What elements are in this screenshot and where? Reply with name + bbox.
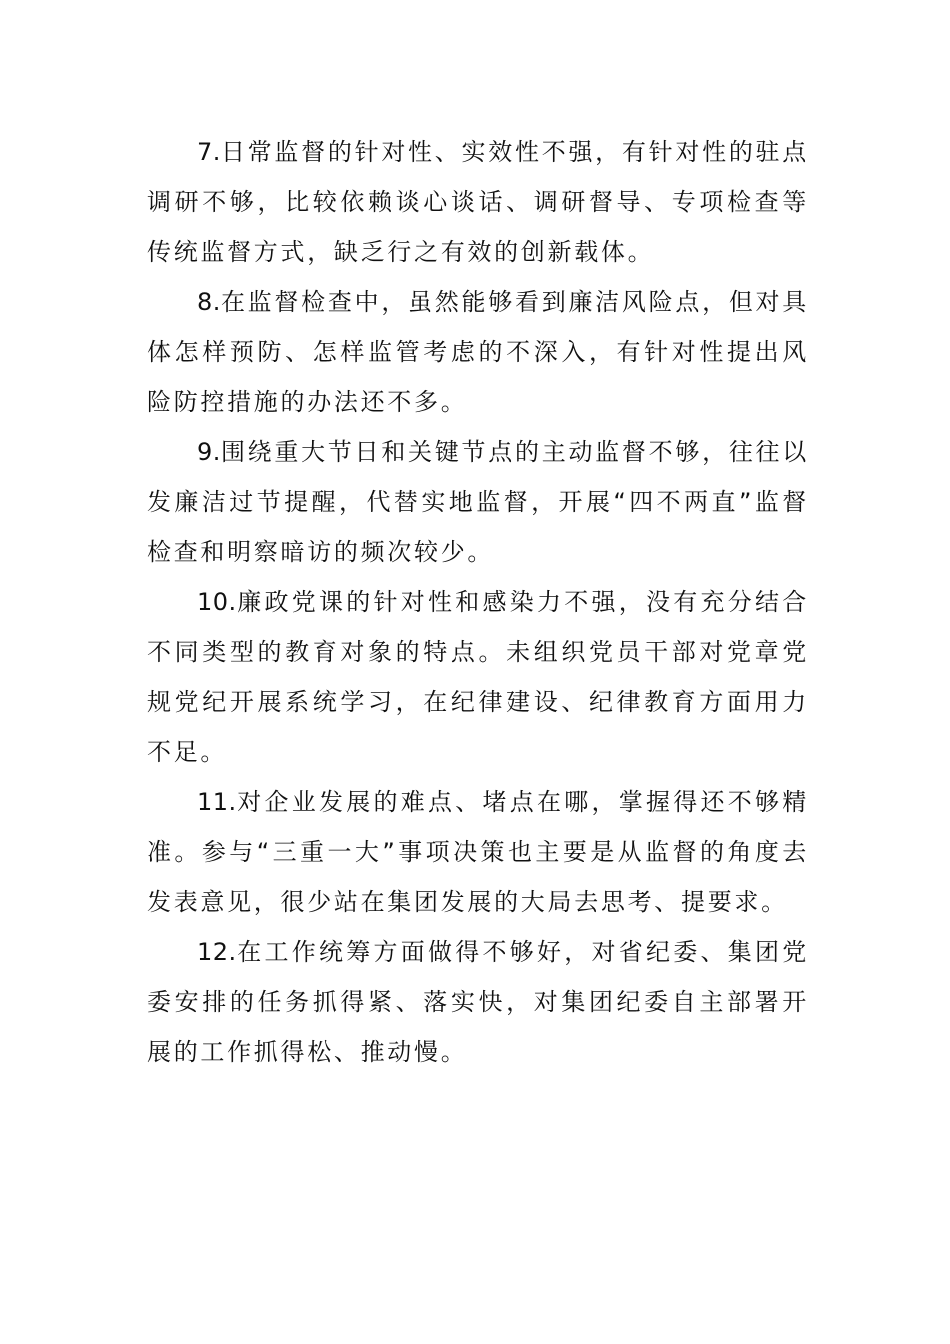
paragraph-number: 9. [197, 438, 221, 466]
paragraph-9 [147, 427, 809, 577]
paragraph-text: 在工作统筹方面做得不够好，对省纪委、集团党委安排的任务抓得紧、落实快，对集团纪委自主部署开展的工作抓得松、推动慢。 [147, 938, 809, 1066]
paragraph-12 [147, 927, 809, 1077]
paragraph-text: 廉政党课的针对性和感染力不强，没有充分结合不同类型的教育对象的特点。未组织党员干部对党章党规党纪开展系统学习，在纪律建设、纪律教育方面用力不足。 [147, 588, 809, 766]
document-body [147, 127, 809, 1077]
paragraph-number: 10. [197, 588, 237, 616]
paragraph-7 [147, 127, 809, 277]
paragraph-11 [147, 777, 809, 927]
paragraph-number: 12. [197, 938, 237, 966]
paragraph-number: 8. [197, 288, 221, 316]
paragraph-10 [147, 577, 809, 777]
paragraph-text: 对企业发展的难点、堵点在哪，掌握得还不够精准。参与“三重一大”事项决策也主要是从监督的角度去发表意见，很少站在集团发展的大局去思考、提要求。 [147, 788, 809, 916]
paragraph-text: 日常监督的针对性、实效性不强，有针对性的驻点调研不够，比较依赖谈心谈话、调研督导、专项检查等传统监督方式，缺乏行之有效的创新载体。 [147, 138, 809, 266]
paragraph-number: 7. [197, 138, 221, 166]
paragraph-text: 在监督检查中，虽然能够看到廉洁风险点，但对具体怎样预防、怎样监管考虑的不深入，有针对性提出风险防控措施的办法还不多。 [147, 288, 809, 416]
paragraph-number: 11. [197, 788, 237, 816]
paragraph-8 [147, 277, 809, 427]
paragraph-text: 围绕重大节日和关键节点的主动监督不够，往往以发廉洁过节提醒，代替实地监督，开展“四不两直”监督检查和明察暗访的频次较少。 [147, 438, 809, 566]
